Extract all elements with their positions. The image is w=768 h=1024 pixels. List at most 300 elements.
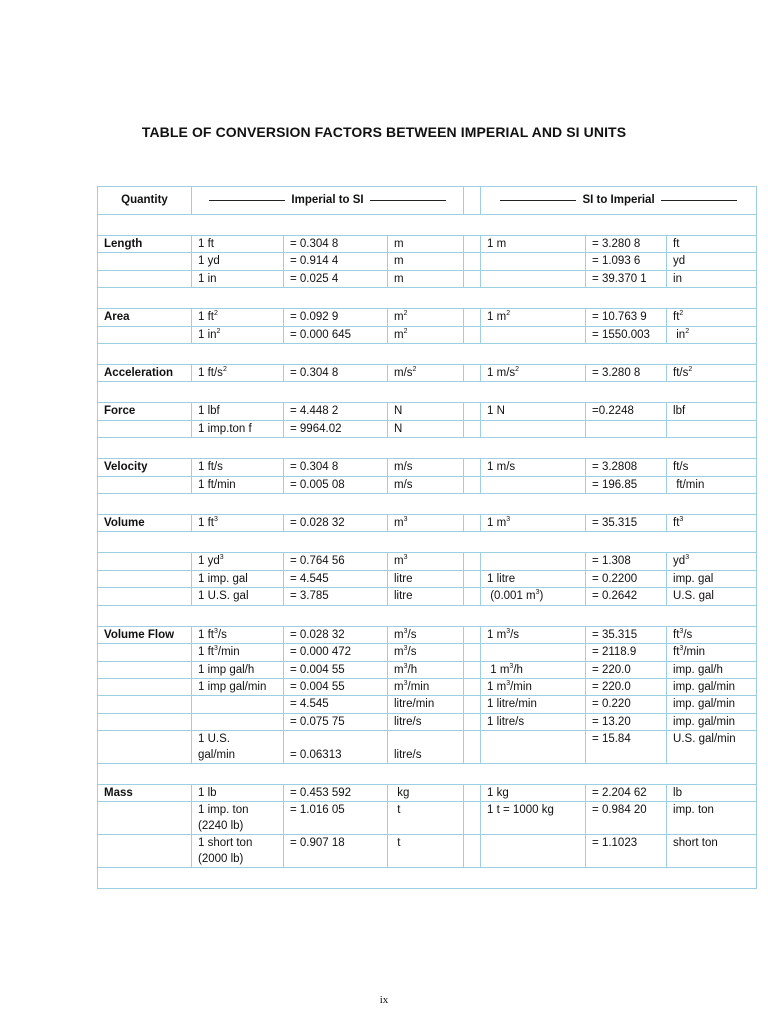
table-row [98,626,757,643]
imperial-unit-to-cell: imp. gal [667,570,757,587]
imperial-unit-cell: 1 imp gal/h [192,661,284,678]
si-unit-from-cell: (0.001 $m^3$) [481,588,586,605]
quantity-cell [98,553,192,570]
header-imperial-to-si [192,187,464,215]
separator-cell [464,802,481,835]
imperial-unit-cell: 1 $ft/s^2$ [192,365,284,382]
spacer-cell [98,605,192,626]
imperial-unit-to-cell: short ton [667,835,757,868]
si-unit-cell: N [388,403,464,420]
table-row [98,570,757,587]
si-factor-cell: = 1.093 6 [586,253,667,270]
imperial-unit-cell: 1 imp. ton (2240 lb) [192,802,284,835]
separator-cell [464,626,481,643]
quantity-cell: Acceleration [98,365,192,382]
spacer-cell [481,867,586,888]
imperial-factor-cell: = 0.005 08 [284,476,388,493]
imperial-factor-cell: = 0.004 55 [284,678,388,695]
spacer-cell [192,215,284,236]
spacer-cell [192,763,284,784]
spacer-cell [586,288,667,309]
spacer-cell [284,532,388,553]
si-unit-cell: $m^2$ [388,326,464,343]
imperial-unit-cell: 1 $ft^3$ [192,515,284,532]
quantity-cell [98,570,192,587]
table-row [98,784,757,801]
spacer-cell [667,382,757,403]
table-row [98,553,757,570]
spacer-cell [667,438,757,459]
si-unit-from-cell: 1 $m^3$ [481,515,586,532]
spacer-row [98,605,757,626]
header-si-to-imperial [481,187,757,215]
spacer-cell [586,438,667,459]
separator-cell [464,784,481,801]
si-unit-from-cell: 1 $m^3/h$ [481,661,586,678]
imperial-unit-cell: 1 yd [192,253,284,270]
si-unit-from-cell [481,476,586,493]
table-row [98,476,757,493]
imperial-unit-to-cell: $ft^2$ [667,309,757,326]
quantity-cell [98,678,192,695]
spacer-cell [98,215,192,236]
si-factor-cell [586,420,667,437]
imperial-factor-cell: = 0.304 8 [284,365,388,382]
imperial-factor-cell: = 0.075 75 [284,713,388,730]
si-factor-cell: =0.2248 [586,403,667,420]
spacer-cell [192,382,284,403]
spacer-cell [388,344,464,365]
spacer-cell [98,532,192,553]
separator-cell [464,696,481,713]
imperial-unit-to-cell: ft [667,236,757,253]
spacer-cell [586,494,667,515]
spacer-cell [98,763,192,784]
imperial-unit-to-cell: imp. ton [667,802,757,835]
quantity-cell [98,713,192,730]
si-unit-cell: litre/s [388,731,464,764]
si-unit-cell: t [388,835,464,868]
si-unit-cell: m/s [388,476,464,493]
quantity-cell: Force [98,403,192,420]
spacer-row [98,382,757,403]
imperial-unit-to-cell: U.S. gal/min [667,731,757,764]
imperial-unit-cell: 1 imp gal/min [192,678,284,695]
si-factor-cell: = 39.370 1 [586,270,667,287]
spacer-cell [388,532,464,553]
separator-cell [464,270,481,287]
spacer-row [98,763,757,784]
quantity-cell: Mass [98,784,192,801]
separator-cell [464,678,481,695]
separator-cell [464,326,481,343]
imperial-unit-to-cell: U.S. gal [667,588,757,605]
imperial-unit-to-cell: lb [667,784,757,801]
quantity-cell [98,835,192,868]
header-rule [500,200,576,201]
imperial-factor-cell: = 0.304 8 [284,459,388,476]
imperial-factor-cell: = 0.092 9 [284,309,388,326]
quantity-cell: Volume Flow [98,626,192,643]
page-title: TABLE OF CONVERSION FACTORS BETWEEN IMPERIAL AND SI UNITS [141,124,627,140]
imperial-factor-cell: = 4.448 2 [284,403,388,420]
spacer-cell [192,344,284,365]
imperial-factor-cell: = 0.028 32 [284,626,388,643]
spacer-cell [667,494,757,515]
spacer-cell [464,438,481,459]
imperial-factor-cell: = 0.907 18 [284,835,388,868]
separator-cell [464,570,481,587]
quantity-cell: Volume [98,515,192,532]
spacer-cell [667,532,757,553]
si-unit-cell: $m^2$ [388,309,464,326]
spacer-cell [586,605,667,626]
si-unit-from-cell: 1 $m^2$ [481,309,586,326]
si-factor-cell: = 2.204 62 [586,784,667,801]
imperial-factor-cell: = 3.785 [284,588,388,605]
imperial-factor-cell: = 0.000 472 [284,644,388,661]
separator-cell [464,476,481,493]
conversion-table [97,186,757,889]
spacer-cell [481,288,586,309]
spacer-cell [586,344,667,365]
spacer-cell [192,288,284,309]
si-unit-from-cell: 1 $m/s^2$ [481,365,586,382]
spacer-cell [667,344,757,365]
imperial-factor-cell: = 0.764 56 [284,553,388,570]
header-rule [209,200,285,201]
spacer-cell [481,532,586,553]
si-unit-cell: m [388,236,464,253]
si-unit-cell: $m^3/s$ [388,644,464,661]
header-rule [661,200,737,201]
header-si-to-imperial-label: SI to Imperial [582,194,655,207]
separator-cell [464,309,481,326]
si-unit-cell: litre [388,570,464,587]
si-unit-from-cell [481,326,586,343]
quantity-cell: Velocity [98,459,192,476]
imperial-unit-cell: 1 ft/min [192,476,284,493]
spacer-cell [284,288,388,309]
quantity-cell [98,420,192,437]
separator-cell [464,731,481,764]
spacer-cell [464,494,481,515]
table-row [98,802,757,835]
spacer-cell [481,382,586,403]
spacer-cell [481,763,586,784]
table-body [98,215,757,889]
imperial-factor-cell: = 0.028 32 [284,515,388,532]
si-unit-cell: $m^3/s$ [388,626,464,643]
table-row [98,326,757,343]
quantity-cell: Length [98,236,192,253]
imperial-unit-to-cell: imp. gal/min [667,696,757,713]
table-row [98,588,757,605]
spacer-cell [284,438,388,459]
si-factor-cell: = 1550.003 [586,326,667,343]
imperial-unit-cell: 1 $ft^2$ [192,309,284,326]
quantity-cell [98,253,192,270]
spacer-row [98,438,757,459]
si-unit-from-cell: 1 m/s [481,459,586,476]
imperial-unit-cell [192,713,284,730]
si-unit-cell: m [388,253,464,270]
si-unit-from-cell: 1 litre/min [481,696,586,713]
spacer-cell [586,763,667,784]
spacer-cell [192,867,284,888]
imperial-unit-to-cell: $ft^3$ [667,515,757,532]
spacer-cell [667,867,757,888]
table-header-row [98,187,757,215]
si-factor-cell: = 0.2642 [586,588,667,605]
separator-cell [464,365,481,382]
header-quantity: Quantity [98,187,192,215]
spacer-cell [464,382,481,403]
imperial-unit-to-cell: ft/s [667,459,757,476]
separator-cell [464,420,481,437]
spacer-cell [284,215,388,236]
si-factor-cell: = 15.84 [586,731,667,764]
spacer-cell [98,438,192,459]
si-unit-from-cell [481,835,586,868]
si-unit-from-cell: 1 $m^3/s$ [481,626,586,643]
spacer-cell [284,605,388,626]
si-unit-from-cell: 1 litre/s [481,713,586,730]
si-factor-cell: = 35.315 [586,626,667,643]
page-number: ix [379,994,389,1006]
imperial-unit-to-cell: ft/min [667,476,757,493]
separator-cell [464,253,481,270]
si-unit-from-cell: 1 kg [481,784,586,801]
si-unit-from-cell [481,270,586,287]
imperial-unit-to-cell: imp. gal/min [667,678,757,695]
spacer-cell [667,605,757,626]
spacer-cell [667,215,757,236]
spacer-cell [192,494,284,515]
imperial-unit-to-cell: $ft^3/s$ [667,626,757,643]
imperial-factor-cell: = 0.453 592 [284,784,388,801]
separator-cell [464,835,481,868]
si-unit-cell: $m^3$ [388,515,464,532]
si-unit-from-cell: 1 m [481,236,586,253]
spacer-row [98,215,757,236]
imperial-unit-cell: 1 U.S. gal [192,588,284,605]
si-factor-cell: = 0.2200 [586,570,667,587]
imperial-unit-to-cell: imp. gal/min [667,713,757,730]
si-unit-from-cell: 1 litre [481,570,586,587]
si-unit-cell: litre [388,588,464,605]
si-factor-cell: = 3.280 8 [586,236,667,253]
spacer-cell [464,215,481,236]
separator-cell [464,588,481,605]
si-unit-from-cell [481,253,586,270]
separator-cell [464,713,481,730]
imperial-unit-cell: 1 $in^2$ [192,326,284,343]
spacer-cell [388,438,464,459]
quantity-cell [98,644,192,661]
imperial-unit-cell: 1 in [192,270,284,287]
imperial-unit-cell: 1 ft/s [192,459,284,476]
spacer-cell [667,763,757,784]
si-unit-from-cell [481,731,586,764]
imperial-unit-to-cell: $ft/s^2$ [667,365,757,382]
spacer-cell [464,288,481,309]
table-row [98,678,757,695]
imperial-unit-to-cell: in [667,270,757,287]
spacer-cell [481,438,586,459]
spacer-cell [98,382,192,403]
spacer-cell [464,763,481,784]
spacer-cell [284,344,388,365]
imperial-unit-to-cell [667,420,757,437]
separator-cell [464,187,481,215]
spacer-row [98,288,757,309]
si-factor-cell: = 220.0 [586,661,667,678]
separator-cell [464,403,481,420]
si-unit-from-cell: 1 $m^3/\min$ [481,678,586,695]
si-factor-cell: = 0.220 [586,696,667,713]
quantity-cell [98,696,192,713]
quantity-cell [98,731,192,764]
spacer-cell [586,382,667,403]
si-factor-cell: = 3.2808 [586,459,667,476]
spacer-cell [481,215,586,236]
imperial-unit-cell: 1 lbf [192,403,284,420]
imperial-factor-cell: = 4.545 [284,570,388,587]
si-unit-cell: m [388,270,464,287]
table-row [98,236,757,253]
spacer-row [98,494,757,515]
si-unit-cell: m/s [388,459,464,476]
table-row [98,644,757,661]
si-unit-cell: $m/s^2$ [388,365,464,382]
separator-cell [464,515,481,532]
quantity-cell [98,476,192,493]
imperial-unit-cell: 1 ft [192,236,284,253]
imperial-unit-cell: 1 U.S. gal/min [192,731,284,764]
imperial-factor-cell: = 4.545 [284,696,388,713]
table-row [98,253,757,270]
spacer-cell [284,494,388,515]
quantity-cell: Area [98,309,192,326]
spacer-row [98,867,757,888]
imperial-unit-cell: 1 $yd^3$ [192,553,284,570]
spacer-cell [192,605,284,626]
imperial-unit-cell: 1 imp. gal [192,570,284,587]
si-unit-cell: $m^3$ [388,553,464,570]
spacer-cell [388,867,464,888]
spacer-cell [464,867,481,888]
si-unit-from-cell: 1 t = 1000 kg [481,802,586,835]
separator-cell [464,644,481,661]
header-rule [370,200,446,201]
spacer-cell [388,382,464,403]
quantity-cell [98,270,192,287]
si-unit-cell: litre/min [388,696,464,713]
table-row [98,713,757,730]
si-unit-from-cell [481,553,586,570]
si-unit-cell: $m^3/h$ [388,661,464,678]
imperial-unit-cell [192,696,284,713]
imperial-unit-to-cell: lbf [667,403,757,420]
si-factor-cell: = 3.280 8 [586,365,667,382]
spacer-cell [586,215,667,236]
imperial-unit-to-cell: $in^2$ [667,326,757,343]
table-row [98,403,757,420]
imperial-unit-cell: 1 lb [192,784,284,801]
si-unit-cell: N [388,420,464,437]
table-row [98,459,757,476]
spacer-cell [192,532,284,553]
separator-cell [464,236,481,253]
separator-cell [464,553,481,570]
spacer-cell [98,494,192,515]
spacer-cell [284,867,388,888]
spacer-cell [388,763,464,784]
quantity-cell [98,661,192,678]
si-unit-from-cell: 1 N [481,403,586,420]
table-row [98,309,757,326]
imperial-factor-cell: = 1.016 05 [284,802,388,835]
imperial-unit-to-cell: yd [667,253,757,270]
spacer-cell [464,344,481,365]
imperial-unit-cell: 1 short ton (2000 lb) [192,835,284,868]
quantity-cell [98,588,192,605]
spacer-cell [98,288,192,309]
separator-cell [464,661,481,678]
si-factor-cell: = 1.1023 [586,835,667,868]
si-factor-cell: = 10.763 9 [586,309,667,326]
spacer-cell [586,532,667,553]
imperial-unit-cell: 1 $ft^3/s$ [192,626,284,643]
si-unit-cell: $m^3/\min$ [388,678,464,695]
spacer-cell [192,438,284,459]
si-factor-cell: = 35.315 [586,515,667,532]
si-factor-cell: = 1.308 [586,553,667,570]
spacer-cell [284,763,388,784]
spacer-cell [481,605,586,626]
table-row [98,270,757,287]
imperial-factor-cell: = 0.304 8 [284,236,388,253]
spacer-cell [464,532,481,553]
spacer-cell [388,605,464,626]
spacer-cell [98,344,192,365]
table-row [98,731,757,764]
imperial-factor-cell: = 0.914 4 [284,253,388,270]
table-row [98,420,757,437]
si-factor-cell: = 196.85 [586,476,667,493]
imperial-factor-cell: = 0.000 645 [284,326,388,343]
spacer-cell [481,494,586,515]
table-row [98,515,757,532]
spacer-cell [388,215,464,236]
imperial-factor-cell: = 0.025 4 [284,270,388,287]
table-row [98,696,757,713]
imperial-unit-cell: 1 imp.ton f [192,420,284,437]
quantity-cell [98,802,192,835]
separator-cell [464,459,481,476]
si-factor-cell: = 220.0 [586,678,667,695]
si-unit-cell: kg [388,784,464,801]
imperial-unit-cell: 1 $ft^3/\min$ [192,644,284,661]
imperial-unit-to-cell: $ft^3/\min$ [667,644,757,661]
imperial-factor-cell: = 9964.02 [284,420,388,437]
spacer-row [98,532,757,553]
si-factor-cell: = 2118.9 [586,644,667,661]
spacer-cell [388,494,464,515]
table-row [98,835,757,868]
spacer-cell [667,288,757,309]
